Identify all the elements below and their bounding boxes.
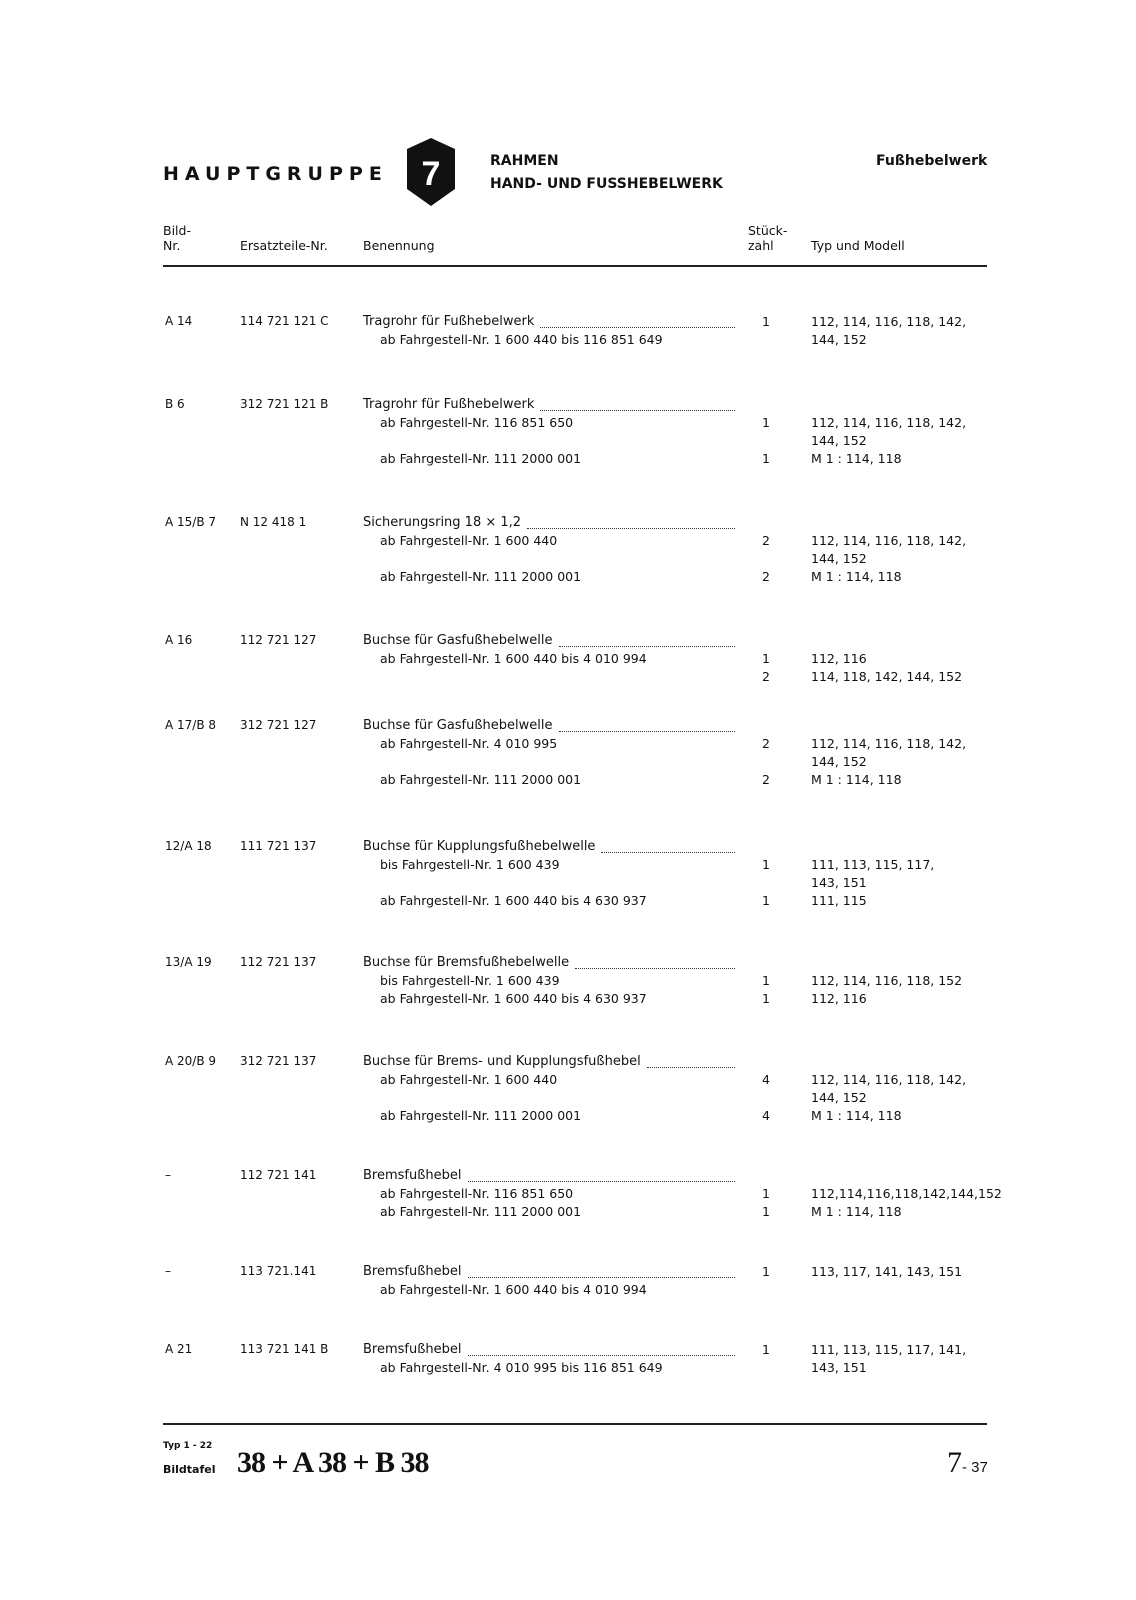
dot-leader: [575, 968, 735, 969]
fahrgestell-range: ab Fahrgestell-Nr. 1 600 440 bis 4 630 937: [380, 893, 647, 908]
title-line-1: RAHMEN: [490, 153, 559, 169]
typ-modell: 143, 151: [811, 875, 867, 890]
typ-modell: 112, 114, 116, 118, 142,: [811, 415, 967, 430]
part-number: 111 721 137: [240, 839, 317, 853]
qty: 4: [762, 1072, 770, 1087]
footer-bildtafel-number: 38 + A 38 + B 38: [237, 1446, 429, 1479]
qty: 2: [762, 533, 770, 548]
typ-modell: 112, 114, 116, 118, 142,: [811, 533, 967, 548]
part-name: Buchse für Brems- und Kupplungsfußhebel: [363, 1054, 641, 1069]
typ-modell: 144, 152: [811, 433, 867, 448]
typ-modell: 111, 115: [811, 893, 867, 908]
bild-nr: A 20/B 9: [165, 1054, 217, 1068]
qty: 1: [762, 1264, 770, 1279]
qty: 2: [762, 669, 770, 684]
part-number: N 12 418 1: [240, 515, 307, 529]
fahrgestell-range: ab Fahrgestell-Nr. 4 010 995 bis 116 851 649: [380, 1360, 663, 1375]
qty: 2: [762, 569, 770, 584]
qty: 1: [762, 314, 770, 329]
typ-modell: M 1 : 114, 118: [811, 772, 902, 787]
page-number: [947, 1446, 988, 1480]
col-bild-line2: Nr.: [163, 238, 181, 253]
bild-nr: 12/A 18: [165, 839, 212, 853]
typ-modell: 112, 116: [811, 991, 867, 1006]
col-benennung-header: Benennung: [363, 238, 435, 253]
fahrgestell-range: ab Fahrgestell-Nr. 1 600 440 bis 4 630 937: [380, 991, 647, 1006]
typ-modell: 112, 114, 116, 118, 142,: [811, 1072, 967, 1087]
typ-modell: 144, 152: [811, 1090, 867, 1105]
typ-modell: 144, 152: [811, 754, 867, 769]
qty: 1: [762, 651, 770, 666]
fahrgestell-range: ab Fahrgestell-Nr. 1 600 440 bis 4 010 994: [380, 1282, 647, 1297]
qty: 1: [762, 451, 770, 466]
part-name: Bremsfußhebel: [363, 1168, 462, 1183]
fahrgestell-range: bis Fahrgestell-Nr. 1 600 439: [380, 973, 560, 988]
qty: 1: [762, 973, 770, 988]
typ-modell: 112,114,116,118,142,144,152: [811, 1186, 1002, 1201]
part-name: Tragrohr für Fußhebelwerk: [363, 314, 535, 329]
fahrgestell-range: ab Fahrgestell-Nr. 111 2000 001: [380, 1108, 582, 1123]
part-name: Bremsfußhebel: [363, 1264, 462, 1279]
typ-modell: M 1 : 114, 118: [811, 569, 902, 584]
bild-nr: –: [165, 1168, 171, 1182]
group-number-badge: [405, 137, 457, 207]
bild-nr: A 16: [165, 633, 193, 647]
fahrgestell-range: ab Fahrgestell-Nr. 1 600 440 bis 4 010 994: [380, 651, 647, 666]
typ-modell: 144, 152: [811, 332, 867, 347]
part-number: 112 721 141: [240, 1168, 317, 1182]
part-number: 312 721 137: [240, 1054, 317, 1068]
typ-modell: M 1 : 114, 118: [811, 1204, 902, 1219]
dot-leader: [540, 327, 735, 328]
qty: 1: [762, 893, 770, 908]
svg-text:7: 7: [421, 155, 441, 193]
fahrgestell-range: ab Fahrgestell-Nr. 111 2000 001: [380, 1204, 582, 1219]
typ-modell: 111, 113, 115, 117,: [811, 857, 935, 872]
title-line-2: HAND- UND FUSSHEBELWERK: [490, 176, 723, 192]
part-name: Buchse für Gasfußhebelwelle: [363, 633, 553, 648]
dot-leader: [647, 1067, 735, 1068]
fahrgestell-range: ab Fahrgestell-Nr. 116 851 650: [380, 1186, 574, 1201]
fahrgestell-range: ab Fahrgestell-Nr. 1 600 440: [380, 533, 558, 548]
typ-modell: 112, 114, 116, 118, 142,: [811, 314, 967, 329]
dot-leader: [559, 731, 735, 732]
col-bild-header: [163, 223, 191, 253]
col-stueck-line1: Stück-: [748, 223, 788, 238]
footer-bildtafel-label: Bildtafel: [163, 1463, 216, 1476]
part-name: Tragrohr für Fußhebelwerk: [363, 397, 535, 412]
col-bild-line1: Bild-: [163, 223, 191, 238]
part-number: 312 721 127: [240, 718, 317, 732]
fahrgestell-range: ab Fahrgestell-Nr. 111 2000 001: [380, 569, 582, 584]
header-rule: [163, 265, 987, 267]
dot-leader: [540, 410, 735, 411]
fahrgestell-range: ab Fahrgestell-Nr. 111 2000 001: [380, 772, 582, 787]
part-number: 113 721 141 B: [240, 1342, 329, 1356]
qty: 1: [762, 415, 770, 430]
part-number: 112 721 137: [240, 955, 317, 969]
footer-typ: Typ 1 - 22: [163, 1441, 213, 1451]
qty: 2: [762, 772, 770, 787]
typ-modell: 111, 113, 115, 117, 141,: [811, 1342, 967, 1357]
part-number: 112 721 127: [240, 633, 317, 647]
bild-nr: A 15/B 7: [165, 515, 217, 529]
typ-modell: 112, 114, 116, 118, 152: [811, 973, 963, 988]
dot-leader: [468, 1355, 735, 1356]
footer-rule: [163, 1423, 987, 1425]
typ-modell: M 1 : 114, 118: [811, 1108, 902, 1123]
part-number: 312 721 121 B: [240, 397, 329, 411]
fahrgestell-range: ab Fahrgestell-Nr. 1 600 440 bis 116 851 649: [380, 332, 663, 347]
page-number-sub: - 37: [962, 1459, 988, 1476]
typ-modell: M 1 : 114, 118: [811, 451, 902, 466]
col-typ-header: Typ und Modell: [811, 238, 905, 253]
qty: 1: [762, 857, 770, 872]
fahrgestell-range: ab Fahrgestell-Nr. 116 851 650: [380, 415, 574, 430]
group-label: HAUPTGRUPPE: [163, 163, 388, 185]
part-number: 113 721.141: [240, 1264, 317, 1278]
qty: 2: [762, 736, 770, 751]
dot-leader: [527, 528, 735, 529]
qty: 1: [762, 1204, 770, 1219]
part-name: Buchse für Kupplungsfußhebelwelle: [363, 839, 596, 854]
typ-modell: 112, 116: [811, 651, 867, 666]
qty: 1: [762, 1186, 770, 1201]
bild-nr: A 14: [165, 314, 193, 328]
page-number-main: 7: [947, 1446, 962, 1479]
part-name: Bremsfußhebel: [363, 1342, 462, 1357]
fahrgestell-range: ab Fahrgestell-Nr. 1 600 440: [380, 1072, 558, 1087]
typ-modell: 114, 118, 142, 144, 152: [811, 669, 963, 684]
bild-nr: B 6: [165, 397, 185, 411]
qty: 1: [762, 991, 770, 1006]
bild-nr: A 21: [165, 1342, 193, 1356]
fahrgestell-range: bis Fahrgestell-Nr. 1 600 439: [380, 857, 560, 872]
dot-leader: [601, 852, 735, 853]
qty: 4: [762, 1108, 770, 1123]
dot-leader: [468, 1181, 735, 1182]
qty: 1: [762, 1342, 770, 1357]
fahrgestell-range: ab Fahrgestell-Nr. 4 010 995: [380, 736, 558, 751]
bild-nr: 13/A 19: [165, 955, 212, 969]
col-stueck-line2: zahl: [748, 238, 774, 253]
fahrgestell-range: ab Fahrgestell-Nr. 111 2000 001: [380, 451, 582, 466]
typ-modell: 112, 114, 116, 118, 142,: [811, 736, 967, 751]
section-title: Fußhebelwerk: [876, 153, 988, 169]
typ-modell: 113, 117, 141, 143, 151: [811, 1264, 963, 1279]
bild-nr: A 17/B 8: [165, 718, 217, 732]
dot-leader: [559, 646, 735, 647]
part-number: 114 721 121 C: [240, 314, 329, 328]
dot-leader: [468, 1277, 735, 1278]
bild-nr: –: [165, 1264, 171, 1278]
typ-modell: 144, 152: [811, 551, 867, 566]
part-name: Sicherungsring 18 × 1,2: [363, 515, 522, 530]
col-stueckzahl-header: [748, 223, 787, 253]
part-name: Buchse für Gasfußhebelwelle: [363, 718, 553, 733]
col-ersatzteil-header: Ersatzteile-Nr.: [240, 238, 328, 253]
part-name: Buchse für Bremsfußhebelwelle: [363, 955, 570, 970]
typ-modell: 143, 151: [811, 1360, 867, 1375]
